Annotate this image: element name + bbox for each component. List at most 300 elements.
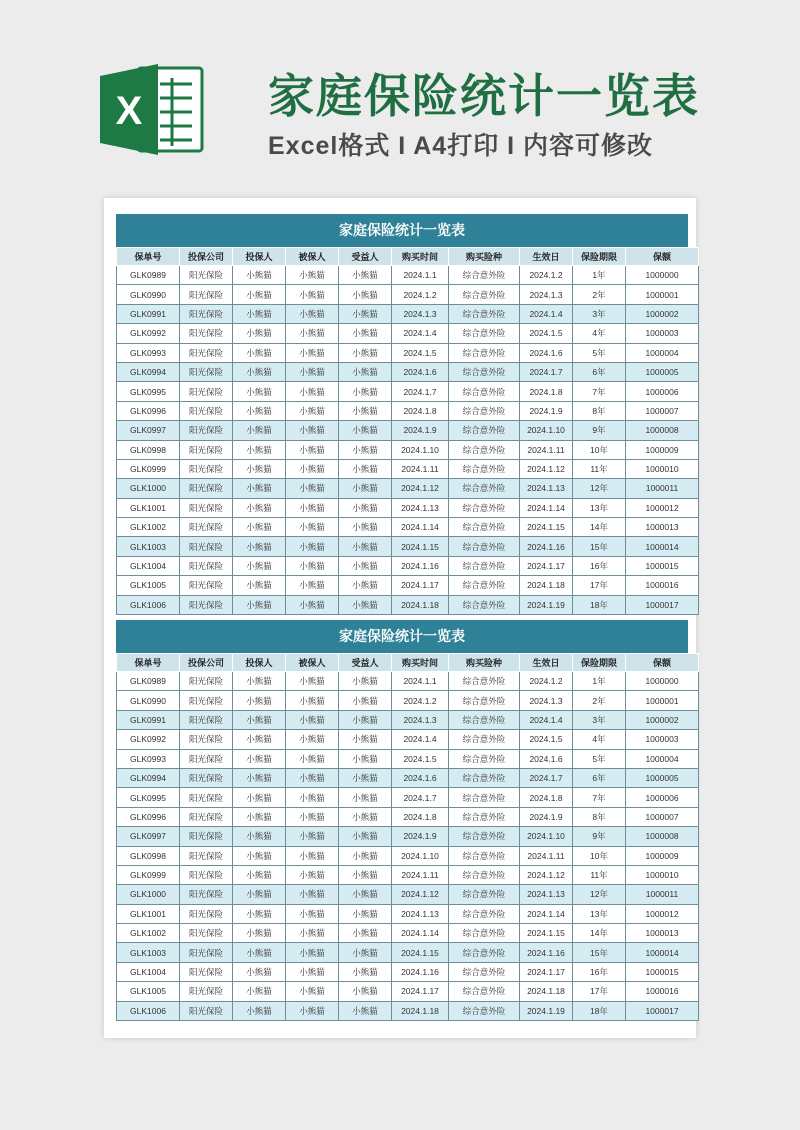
table-cell: 2024.1.11 bbox=[520, 846, 573, 865]
table-cell: 小熊猫 bbox=[233, 768, 286, 787]
table-cell: 综合意外险 bbox=[449, 343, 520, 362]
table-cell: 2024.1.9 bbox=[392, 421, 449, 440]
table-cell: 小熊猫 bbox=[286, 730, 339, 749]
table-cell: 小熊猫 bbox=[339, 382, 392, 401]
table-cell: 阳光保险 bbox=[180, 730, 233, 749]
table-cell: 16年 bbox=[573, 962, 626, 981]
page-subtitle: Excel格式 I A4打印 I 内容可修改 bbox=[268, 132, 654, 160]
table-cell: 1000016 bbox=[626, 576, 699, 595]
table-cell: GLK1001 bbox=[117, 498, 180, 517]
table-cell: 小熊猫 bbox=[339, 343, 392, 362]
column-header: 受益人 bbox=[339, 248, 392, 266]
column-header: 保险期限 bbox=[573, 654, 626, 672]
table-cell: 15年 bbox=[573, 943, 626, 962]
table-cell: 小熊猫 bbox=[286, 459, 339, 478]
table-cell: 阳光保险 bbox=[180, 304, 233, 323]
table-cell: 小熊猫 bbox=[233, 556, 286, 575]
table-cell: 小熊猫 bbox=[286, 285, 339, 304]
table-cell: GLK0991 bbox=[117, 304, 180, 323]
table-cell: 小熊猫 bbox=[233, 266, 286, 285]
table-cell: 小熊猫 bbox=[339, 885, 392, 904]
table-cell: 2024.1.4 bbox=[520, 710, 573, 729]
table-cell: 1000014 bbox=[626, 943, 699, 962]
column-header: 购买时间 bbox=[392, 248, 449, 266]
table-row bbox=[117, 904, 699, 923]
table-cell: 小熊猫 bbox=[339, 1001, 392, 1020]
table-cell: GLK0989 bbox=[117, 266, 180, 285]
column-header: 投保人 bbox=[233, 654, 286, 672]
table-cell: 小熊猫 bbox=[339, 749, 392, 768]
table-cell: 1000015 bbox=[626, 556, 699, 575]
table-cell: 小熊猫 bbox=[339, 401, 392, 420]
table-cell: 阳光保险 bbox=[180, 924, 233, 943]
table-cell: 小熊猫 bbox=[286, 962, 339, 981]
table-row bbox=[117, 440, 699, 459]
table-cell: GLK0994 bbox=[117, 768, 180, 787]
table-cell: 小熊猫 bbox=[286, 1001, 339, 1020]
table-cell: 2024.1.15 bbox=[392, 943, 449, 962]
table-cell: 1000002 bbox=[626, 304, 699, 323]
table-cell: 2024.1.13 bbox=[392, 904, 449, 923]
table-cell: 2024.1.18 bbox=[520, 576, 573, 595]
table-cell: 5年 bbox=[573, 343, 626, 362]
table-cell: 小熊猫 bbox=[286, 266, 339, 285]
table-cell: GLK1000 bbox=[117, 479, 180, 498]
table-cell: 综合意外险 bbox=[449, 362, 520, 381]
table-cell: 阳光保险 bbox=[180, 479, 233, 498]
table-cell: 阳光保险 bbox=[180, 1001, 233, 1020]
table-cell: 2024.1.12 bbox=[392, 885, 449, 904]
spreadsheet-preview bbox=[104, 198, 696, 1038]
table-cell: 2024.1.18 bbox=[392, 595, 449, 614]
table-cell: 2024.1.2 bbox=[392, 691, 449, 710]
table-row bbox=[117, 943, 699, 962]
insurance-table-2 bbox=[116, 620, 688, 1021]
table-cell: 17年 bbox=[573, 982, 626, 1001]
table-cell: 阳光保险 bbox=[180, 865, 233, 884]
table-cell: 2024.1.13 bbox=[520, 479, 573, 498]
excel-logo-icon bbox=[100, 62, 205, 157]
table-cell: 小熊猫 bbox=[286, 362, 339, 381]
table-cell: 2024.1.11 bbox=[392, 865, 449, 884]
table-header-row bbox=[117, 654, 699, 672]
table-cell: 2024.1.11 bbox=[520, 440, 573, 459]
table-cell: 2024.1.11 bbox=[392, 459, 449, 478]
table-cell: 小熊猫 bbox=[339, 846, 392, 865]
table-cell: 小熊猫 bbox=[233, 904, 286, 923]
table-cell: 阳光保险 bbox=[180, 440, 233, 459]
table-cell: 1000007 bbox=[626, 807, 699, 826]
table-cell: GLK1003 bbox=[117, 537, 180, 556]
table-cell: 2024.1.17 bbox=[520, 962, 573, 981]
table-cell: 1000012 bbox=[626, 498, 699, 517]
table-row bbox=[117, 459, 699, 478]
table-row bbox=[117, 691, 699, 710]
table-cell: 1000005 bbox=[626, 768, 699, 787]
table-cell: 综合意外险 bbox=[449, 304, 520, 323]
table-cell: 小熊猫 bbox=[339, 556, 392, 575]
table-title: 家庭保险统计一览表 bbox=[116, 620, 688, 653]
table-cell: 1000008 bbox=[626, 421, 699, 440]
table-cell: 小熊猫 bbox=[233, 440, 286, 459]
table-cell: 2024.1.7 bbox=[520, 362, 573, 381]
table-row bbox=[117, 537, 699, 556]
column-header: 保额 bbox=[626, 248, 699, 266]
table-cell: 6年 bbox=[573, 768, 626, 787]
table-cell: 小熊猫 bbox=[233, 846, 286, 865]
table-cell: 小熊猫 bbox=[233, 537, 286, 556]
table-cell: 综合意外险 bbox=[449, 691, 520, 710]
table-cell: 小熊猫 bbox=[233, 479, 286, 498]
table-cell: 综合意外险 bbox=[449, 827, 520, 846]
table-row bbox=[117, 672, 699, 691]
table-cell: 综合意外险 bbox=[449, 401, 520, 420]
table-cell: GLK0996 bbox=[117, 401, 180, 420]
table-cell: 小熊猫 bbox=[339, 421, 392, 440]
table-cell: 1000007 bbox=[626, 401, 699, 420]
table-cell: 2024.1.7 bbox=[392, 382, 449, 401]
table-cell: 1000014 bbox=[626, 537, 699, 556]
table-cell: 1000010 bbox=[626, 459, 699, 478]
table-cell: 小熊猫 bbox=[339, 440, 392, 459]
table-cell: 综合意外险 bbox=[449, 498, 520, 517]
table-cell: 2年 bbox=[573, 285, 626, 304]
column-header: 保险期限 bbox=[573, 248, 626, 266]
table-cell: 1000003 bbox=[626, 324, 699, 343]
table-cell: GLK0993 bbox=[117, 749, 180, 768]
table-row bbox=[117, 982, 699, 1001]
table-cell: 阳光保险 bbox=[180, 827, 233, 846]
table-cell: 小熊猫 bbox=[339, 324, 392, 343]
table-cell: 7年 bbox=[573, 788, 626, 807]
table-cell: 综合意外险 bbox=[449, 943, 520, 962]
column-header: 投保公司 bbox=[180, 248, 233, 266]
table-cell: 综合意外险 bbox=[449, 556, 520, 575]
table-cell: 小熊猫 bbox=[233, 749, 286, 768]
table-cell: GLK0993 bbox=[117, 343, 180, 362]
table-cell: 小熊猫 bbox=[339, 518, 392, 537]
table-cell: 阳光保险 bbox=[180, 943, 233, 962]
table-cell: 阳光保险 bbox=[180, 518, 233, 537]
table-cell: 小熊猫 bbox=[339, 768, 392, 787]
table-cell: 2024.1.2 bbox=[520, 266, 573, 285]
table-cell: 1000017 bbox=[626, 1001, 699, 1020]
table-cell: 综合意外险 bbox=[449, 846, 520, 865]
table-cell: 小熊猫 bbox=[339, 266, 392, 285]
table-cell: 小熊猫 bbox=[339, 827, 392, 846]
table-cell: 2024.1.18 bbox=[392, 1001, 449, 1020]
table-cell: 2024.1.8 bbox=[520, 382, 573, 401]
table-cell: GLK0998 bbox=[117, 440, 180, 459]
table-cell: 小熊猫 bbox=[286, 827, 339, 846]
table-cell: 小熊猫 bbox=[286, 498, 339, 517]
table-cell: 综合意外险 bbox=[449, 537, 520, 556]
table-row bbox=[117, 266, 699, 285]
table-cell: 阳光保险 bbox=[180, 266, 233, 285]
table-cell: 小熊猫 bbox=[233, 943, 286, 962]
table-row bbox=[117, 382, 699, 401]
table-cell: 小熊猫 bbox=[233, 498, 286, 517]
table-cell: 2024.1.8 bbox=[520, 788, 573, 807]
table-cell: 小熊猫 bbox=[339, 304, 392, 323]
table-cell: 11年 bbox=[573, 865, 626, 884]
column-header: 保额 bbox=[626, 654, 699, 672]
table-cell: 小熊猫 bbox=[233, 401, 286, 420]
table-cell: 2024.1.5 bbox=[392, 343, 449, 362]
table-cell: 2024.1.18 bbox=[520, 982, 573, 1001]
table-cell: 小熊猫 bbox=[286, 788, 339, 807]
table-cell: 16年 bbox=[573, 556, 626, 575]
column-header: 被保人 bbox=[286, 248, 339, 266]
table-cell: 2024.1.5 bbox=[392, 749, 449, 768]
table-cell: GLK1002 bbox=[117, 518, 180, 537]
table-cell: 小熊猫 bbox=[286, 440, 339, 459]
table-cell: GLK1006 bbox=[117, 1001, 180, 1020]
column-header: 购买险种 bbox=[449, 654, 520, 672]
table-cell: 小熊猫 bbox=[233, 924, 286, 943]
table-cell: GLK1004 bbox=[117, 556, 180, 575]
table-cell: GLK1002 bbox=[117, 924, 180, 943]
table-cell: 小熊猫 bbox=[233, 324, 286, 343]
table-row bbox=[117, 304, 699, 323]
table-cell: 小熊猫 bbox=[233, 807, 286, 826]
table-cell: 2年 bbox=[573, 691, 626, 710]
table-cell: 8年 bbox=[573, 807, 626, 826]
table-cell: 阳光保险 bbox=[180, 710, 233, 729]
table-cell: GLK1001 bbox=[117, 904, 180, 923]
table-cell: 1000016 bbox=[626, 982, 699, 1001]
table-cell: 18年 bbox=[573, 1001, 626, 1020]
table-cell: 小熊猫 bbox=[339, 362, 392, 381]
table-cell: 2024.1.7 bbox=[392, 788, 449, 807]
table-cell: 小熊猫 bbox=[286, 479, 339, 498]
table-cell: GLK0989 bbox=[117, 672, 180, 691]
table-cell: 10年 bbox=[573, 440, 626, 459]
table-cell: 小熊猫 bbox=[233, 576, 286, 595]
table-cell: 小熊猫 bbox=[339, 691, 392, 710]
page-header bbox=[0, 0, 800, 190]
table-cell: 小熊猫 bbox=[233, 788, 286, 807]
table-cell: 2024.1.13 bbox=[392, 498, 449, 517]
table-cell: 综合意外险 bbox=[449, 749, 520, 768]
column-header: 投保公司 bbox=[180, 654, 233, 672]
table-cell: 阳光保险 bbox=[180, 885, 233, 904]
page-title: 家庭保险统计一览表 bbox=[268, 70, 700, 122]
table-cell: 阳光保险 bbox=[180, 962, 233, 981]
table-cell: 12年 bbox=[573, 885, 626, 904]
table-cell: 小熊猫 bbox=[286, 807, 339, 826]
column-header: 被保人 bbox=[286, 654, 339, 672]
column-header: 保单号 bbox=[117, 248, 180, 266]
table-cell: 阳光保险 bbox=[180, 846, 233, 865]
table-cell: 18年 bbox=[573, 595, 626, 614]
table-cell: 小熊猫 bbox=[286, 595, 339, 614]
table-cell: 小熊猫 bbox=[339, 459, 392, 478]
table-cell: 2024.1.8 bbox=[392, 807, 449, 826]
table-cell: 阳光保险 bbox=[180, 343, 233, 362]
table-cell: 1000011 bbox=[626, 885, 699, 904]
table-cell: 1000001 bbox=[626, 691, 699, 710]
table-cell: GLK0992 bbox=[117, 324, 180, 343]
table-cell: 小熊猫 bbox=[286, 401, 339, 420]
table-cell: 1000004 bbox=[626, 749, 699, 768]
table-row bbox=[117, 749, 699, 768]
table-cell: 2024.1.17 bbox=[520, 556, 573, 575]
table-cell: 综合意外险 bbox=[449, 982, 520, 1001]
table-cell: 小熊猫 bbox=[286, 865, 339, 884]
table-cell: 1000010 bbox=[626, 865, 699, 884]
table-cell: 2024.1.12 bbox=[520, 865, 573, 884]
table-cell: 小熊猫 bbox=[233, 962, 286, 981]
table-cell: 1000015 bbox=[626, 962, 699, 981]
table-cell: 小熊猫 bbox=[286, 943, 339, 962]
table-row bbox=[117, 1001, 699, 1020]
table-cell: 阳光保险 bbox=[180, 498, 233, 517]
table-title: 家庭保险统计一览表 bbox=[116, 214, 688, 247]
table-cell: 综合意外险 bbox=[449, 440, 520, 459]
column-header: 保单号 bbox=[117, 654, 180, 672]
table-cell: 阳光保险 bbox=[180, 807, 233, 826]
table-cell: 2024.1.10 bbox=[520, 421, 573, 440]
table-cell: 小熊猫 bbox=[233, 382, 286, 401]
table-cell: 2024.1.14 bbox=[392, 518, 449, 537]
table-cell: GLK0995 bbox=[117, 788, 180, 807]
table-cell: GLK0999 bbox=[117, 865, 180, 884]
table-row bbox=[117, 788, 699, 807]
table-cell: 2024.1.16 bbox=[392, 962, 449, 981]
table-cell: 1000017 bbox=[626, 595, 699, 614]
table-cell: 阳光保险 bbox=[180, 421, 233, 440]
table-cell: 小熊猫 bbox=[286, 304, 339, 323]
table-cell: 阳光保险 bbox=[180, 904, 233, 923]
table-cell: 2024.1.13 bbox=[520, 885, 573, 904]
table-cell: 2024.1.14 bbox=[520, 498, 573, 517]
table-cell: 1000000 bbox=[626, 266, 699, 285]
table-cell: 1000008 bbox=[626, 827, 699, 846]
table-cell: 2024.1.19 bbox=[520, 595, 573, 614]
table-row bbox=[117, 962, 699, 981]
table-cell: 阳光保险 bbox=[180, 382, 233, 401]
table-cell: 1000001 bbox=[626, 285, 699, 304]
table-cell: 小熊猫 bbox=[339, 498, 392, 517]
table-cell: 1年 bbox=[573, 672, 626, 691]
table-cell: GLK1005 bbox=[117, 576, 180, 595]
table-cell: 2024.1.14 bbox=[392, 924, 449, 943]
table-cell: GLK0998 bbox=[117, 846, 180, 865]
table-cell: 阳光保险 bbox=[180, 285, 233, 304]
table-cell: 综合意外险 bbox=[449, 479, 520, 498]
column-header: 受益人 bbox=[339, 654, 392, 672]
table-cell: 2024.1.2 bbox=[392, 285, 449, 304]
table-cell: 2024.1.1 bbox=[392, 672, 449, 691]
table-cell: 2024.1.9 bbox=[520, 807, 573, 826]
table-cell: GLK0990 bbox=[117, 691, 180, 710]
table-row bbox=[117, 807, 699, 826]
table-cell: 综合意外险 bbox=[449, 788, 520, 807]
table-cell: 2024.1.4 bbox=[392, 324, 449, 343]
table-cell: 小熊猫 bbox=[286, 382, 339, 401]
column-header: 投保人 bbox=[233, 248, 286, 266]
table-cell: 1000009 bbox=[626, 440, 699, 459]
table-cell: 2024.1.15 bbox=[520, 924, 573, 943]
table-cell: 小熊猫 bbox=[339, 672, 392, 691]
table-cell: 2024.1.6 bbox=[392, 362, 449, 381]
table-cell: 小熊猫 bbox=[339, 788, 392, 807]
table-row bbox=[117, 556, 699, 575]
table-cell: GLK1005 bbox=[117, 982, 180, 1001]
table-cell: 小熊猫 bbox=[286, 537, 339, 556]
table-cell: 2024.1.8 bbox=[392, 401, 449, 420]
table-cell: 2024.1.12 bbox=[520, 459, 573, 478]
table-cell: 阳光保险 bbox=[180, 749, 233, 768]
table-cell: 2024.1.16 bbox=[392, 556, 449, 575]
table-cell: GLK0994 bbox=[117, 362, 180, 381]
excel-logo-letter: X bbox=[115, 89, 143, 133]
table-cell: 综合意外险 bbox=[449, 421, 520, 440]
table-cell: 3年 bbox=[573, 304, 626, 323]
table-cell: 2024.1.15 bbox=[520, 518, 573, 537]
table-cell: 小熊猫 bbox=[233, 285, 286, 304]
table-cell: 综合意外险 bbox=[449, 459, 520, 478]
table-row bbox=[117, 846, 699, 865]
column-header: 购买时间 bbox=[392, 654, 449, 672]
table-cell: 1000013 bbox=[626, 518, 699, 537]
table-cell: 小熊猫 bbox=[233, 982, 286, 1001]
table-cell: 小熊猫 bbox=[233, 672, 286, 691]
table-cell: 1000003 bbox=[626, 730, 699, 749]
table-cell: 12年 bbox=[573, 479, 626, 498]
column-header: 生效日 bbox=[520, 654, 573, 672]
table-cell: 1000005 bbox=[626, 362, 699, 381]
table-cell: 小熊猫 bbox=[233, 421, 286, 440]
table-cell: GLK0991 bbox=[117, 710, 180, 729]
table-row bbox=[117, 865, 699, 884]
table-row bbox=[117, 401, 699, 420]
column-header: 购买险种 bbox=[449, 248, 520, 266]
table-cell: 小熊猫 bbox=[339, 537, 392, 556]
table-cell: 5年 bbox=[573, 749, 626, 768]
table-cell: 2024.1.16 bbox=[520, 943, 573, 962]
table-cell: 1000009 bbox=[626, 846, 699, 865]
table-cell: 阳光保险 bbox=[180, 788, 233, 807]
table-cell: 2024.1.6 bbox=[520, 343, 573, 362]
table-row bbox=[117, 479, 699, 498]
table-cell: 1000002 bbox=[626, 710, 699, 729]
table-cell: 1000006 bbox=[626, 788, 699, 807]
table-cell: 小熊猫 bbox=[339, 943, 392, 962]
table-cell: 13年 bbox=[573, 498, 626, 517]
table-cell: 小熊猫 bbox=[339, 710, 392, 729]
column-header: 生效日 bbox=[520, 248, 573, 266]
table-cell: 阳光保险 bbox=[180, 982, 233, 1001]
table-cell: 小熊猫 bbox=[286, 885, 339, 904]
table-cell: 综合意外险 bbox=[449, 962, 520, 981]
table-cell: 2024.1.3 bbox=[392, 710, 449, 729]
table-cell: 2024.1.9 bbox=[392, 827, 449, 846]
table-cell: 2024.1.4 bbox=[392, 730, 449, 749]
table-cell: 1000006 bbox=[626, 382, 699, 401]
table-cell: 小熊猫 bbox=[286, 904, 339, 923]
table-cell: 小熊猫 bbox=[233, 343, 286, 362]
table-cell: 1000013 bbox=[626, 924, 699, 943]
table-cell: GLK1006 bbox=[117, 595, 180, 614]
table-cell: 4年 bbox=[573, 324, 626, 343]
table-cell: 小熊猫 bbox=[339, 962, 392, 981]
table-cell: 2024.1.1 bbox=[392, 266, 449, 285]
table-cell: GLK0999 bbox=[117, 459, 180, 478]
table-cell: 小熊猫 bbox=[286, 846, 339, 865]
table-cell: 阳光保险 bbox=[180, 556, 233, 575]
